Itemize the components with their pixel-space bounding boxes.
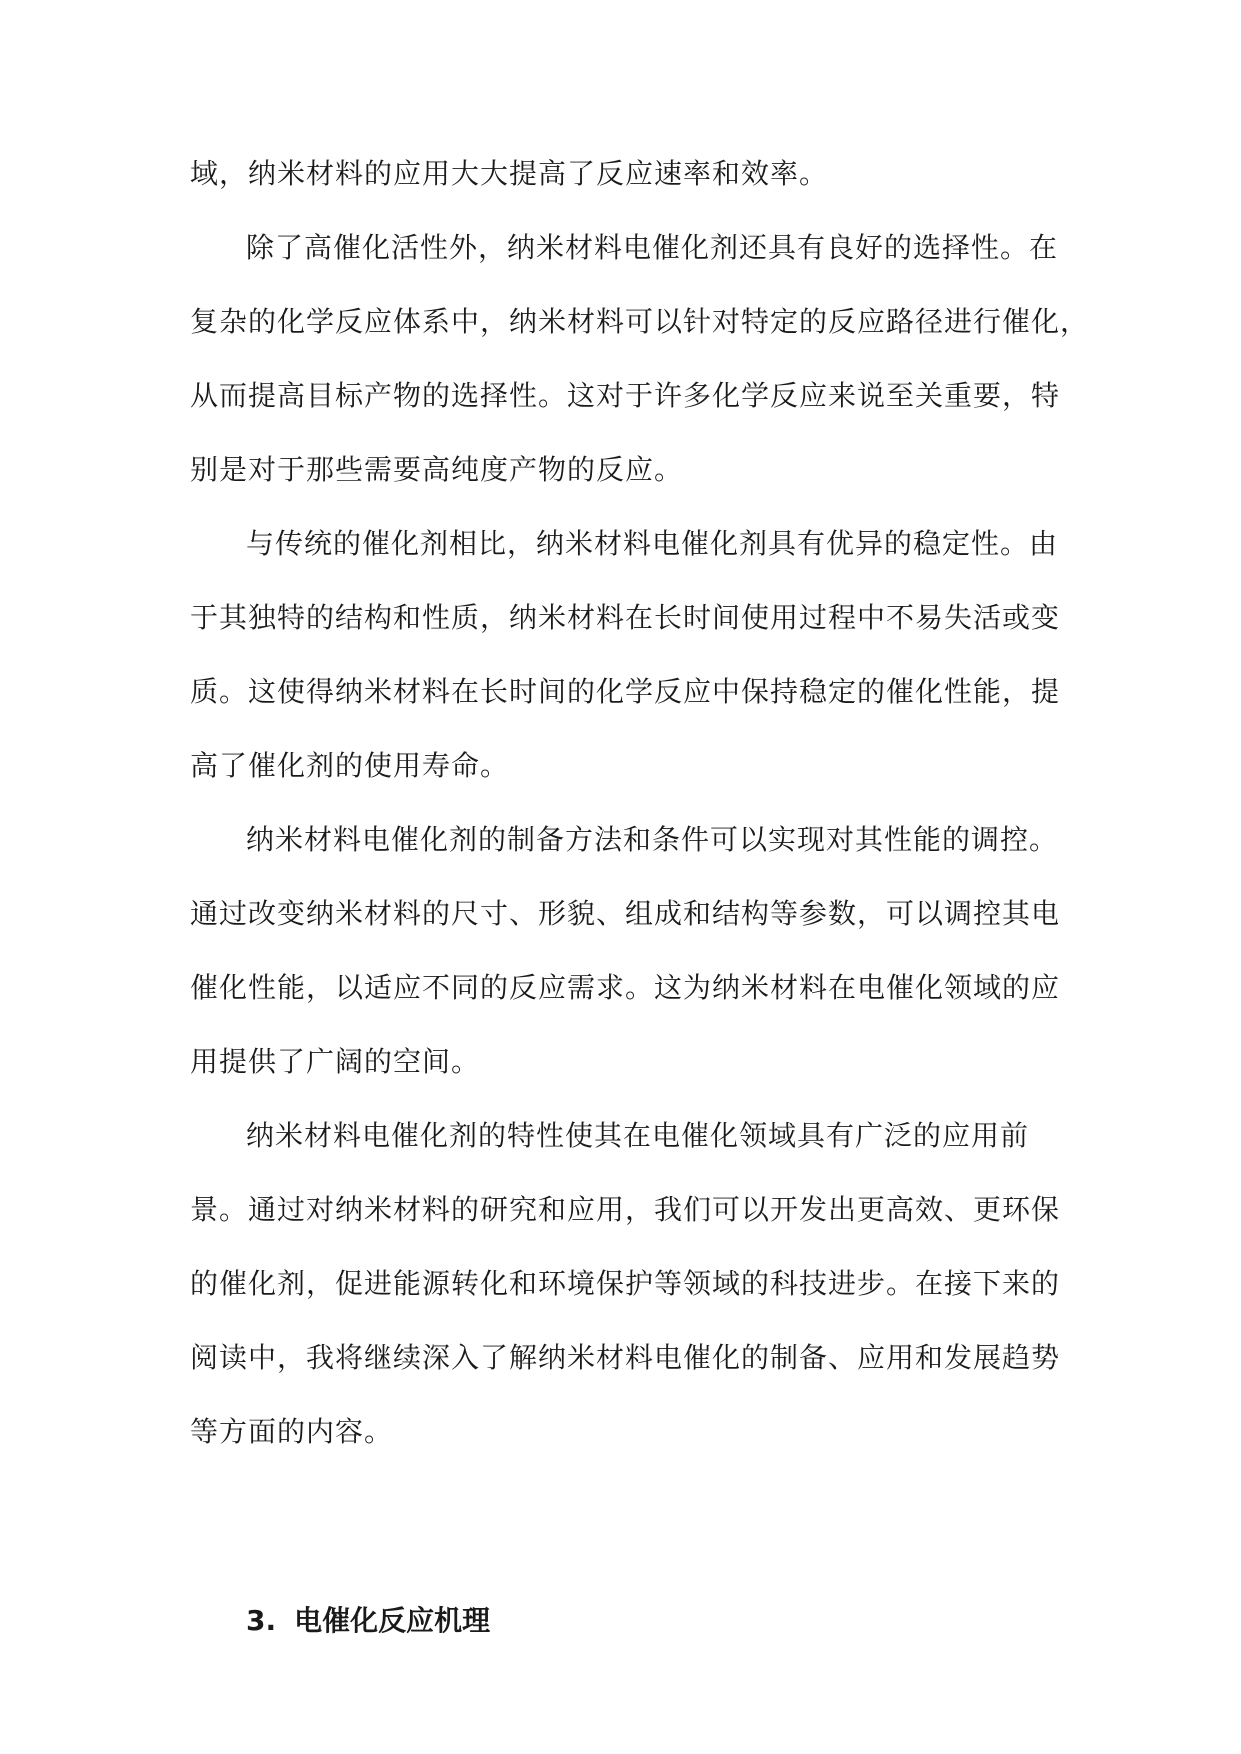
paragraph-line: 域，纳米材料的应用大大提高了反应速率和效率。 [190,157,829,190]
section-heading [246,1601,490,1641]
paragraph-line: 纳米材料电催化剂的特性使其在电催化领域具有广泛的应用前 [246,1119,1030,1152]
paragraph-line: 质。这使得纳米材料在长时间的化学反应中保持稳定的催化性能，提 [190,675,1061,708]
paragraph-line: 复杂的化学反应体系中，纳米材料可以针对特定的反应路径进行催化， [190,305,1090,338]
paragraph-line: 催化性能，以适应不同的反应需求。这为纳米材料在电催化领域的应 [190,971,1061,1004]
paragraph-line: 于其独特的结构和性质，纳米材料在长时间使用过程中不易失活或变 [190,601,1061,634]
paragraph-line: 纳米材料电催化剂的制备方法和条件可以实现对其性能的调控。 [246,823,1059,856]
paragraph-line: 的催化剂，促进能源转化和环境保护等领域的科技进步。在接下来的 [190,1267,1061,1300]
paragraph-line: 用提供了广阔的空间。 [190,1045,481,1078]
paragraph-line: 高了催化剂的使用寿命。 [190,749,510,782]
paragraph-line: 从而提高目标产物的选择性。这对于许多化学反应来说至关重要，特 [190,379,1061,412]
section-number: 3. [246,1604,277,1637]
paragraph-line: 别是对于那些需要高纯度产物的反应。 [190,453,684,486]
paragraph-line: 阅读中，我将继续深入了解纳米材料电催化的制备、应用和发展趋势 [190,1341,1061,1374]
paragraph-line: 景。通过对纳米材料的研究和应用，我们可以开发出更高效、更环保 [190,1193,1061,1226]
section-title: 电催化反应机理 [294,1604,491,1637]
paragraph-line: 通过改变纳米材料的尺寸、形貌、组成和结构等参数，可以调控其电 [190,897,1061,930]
paragraph-line: 除了高催化活性外，纳米材料电催化剂还具有良好的选择性。在 [246,231,1059,264]
paragraph-line: 等方面的内容。 [190,1415,394,1448]
paragraph-line: 与传统的催化剂相比，纳米材料电催化剂具有优异的稳定性。由 [246,527,1059,560]
